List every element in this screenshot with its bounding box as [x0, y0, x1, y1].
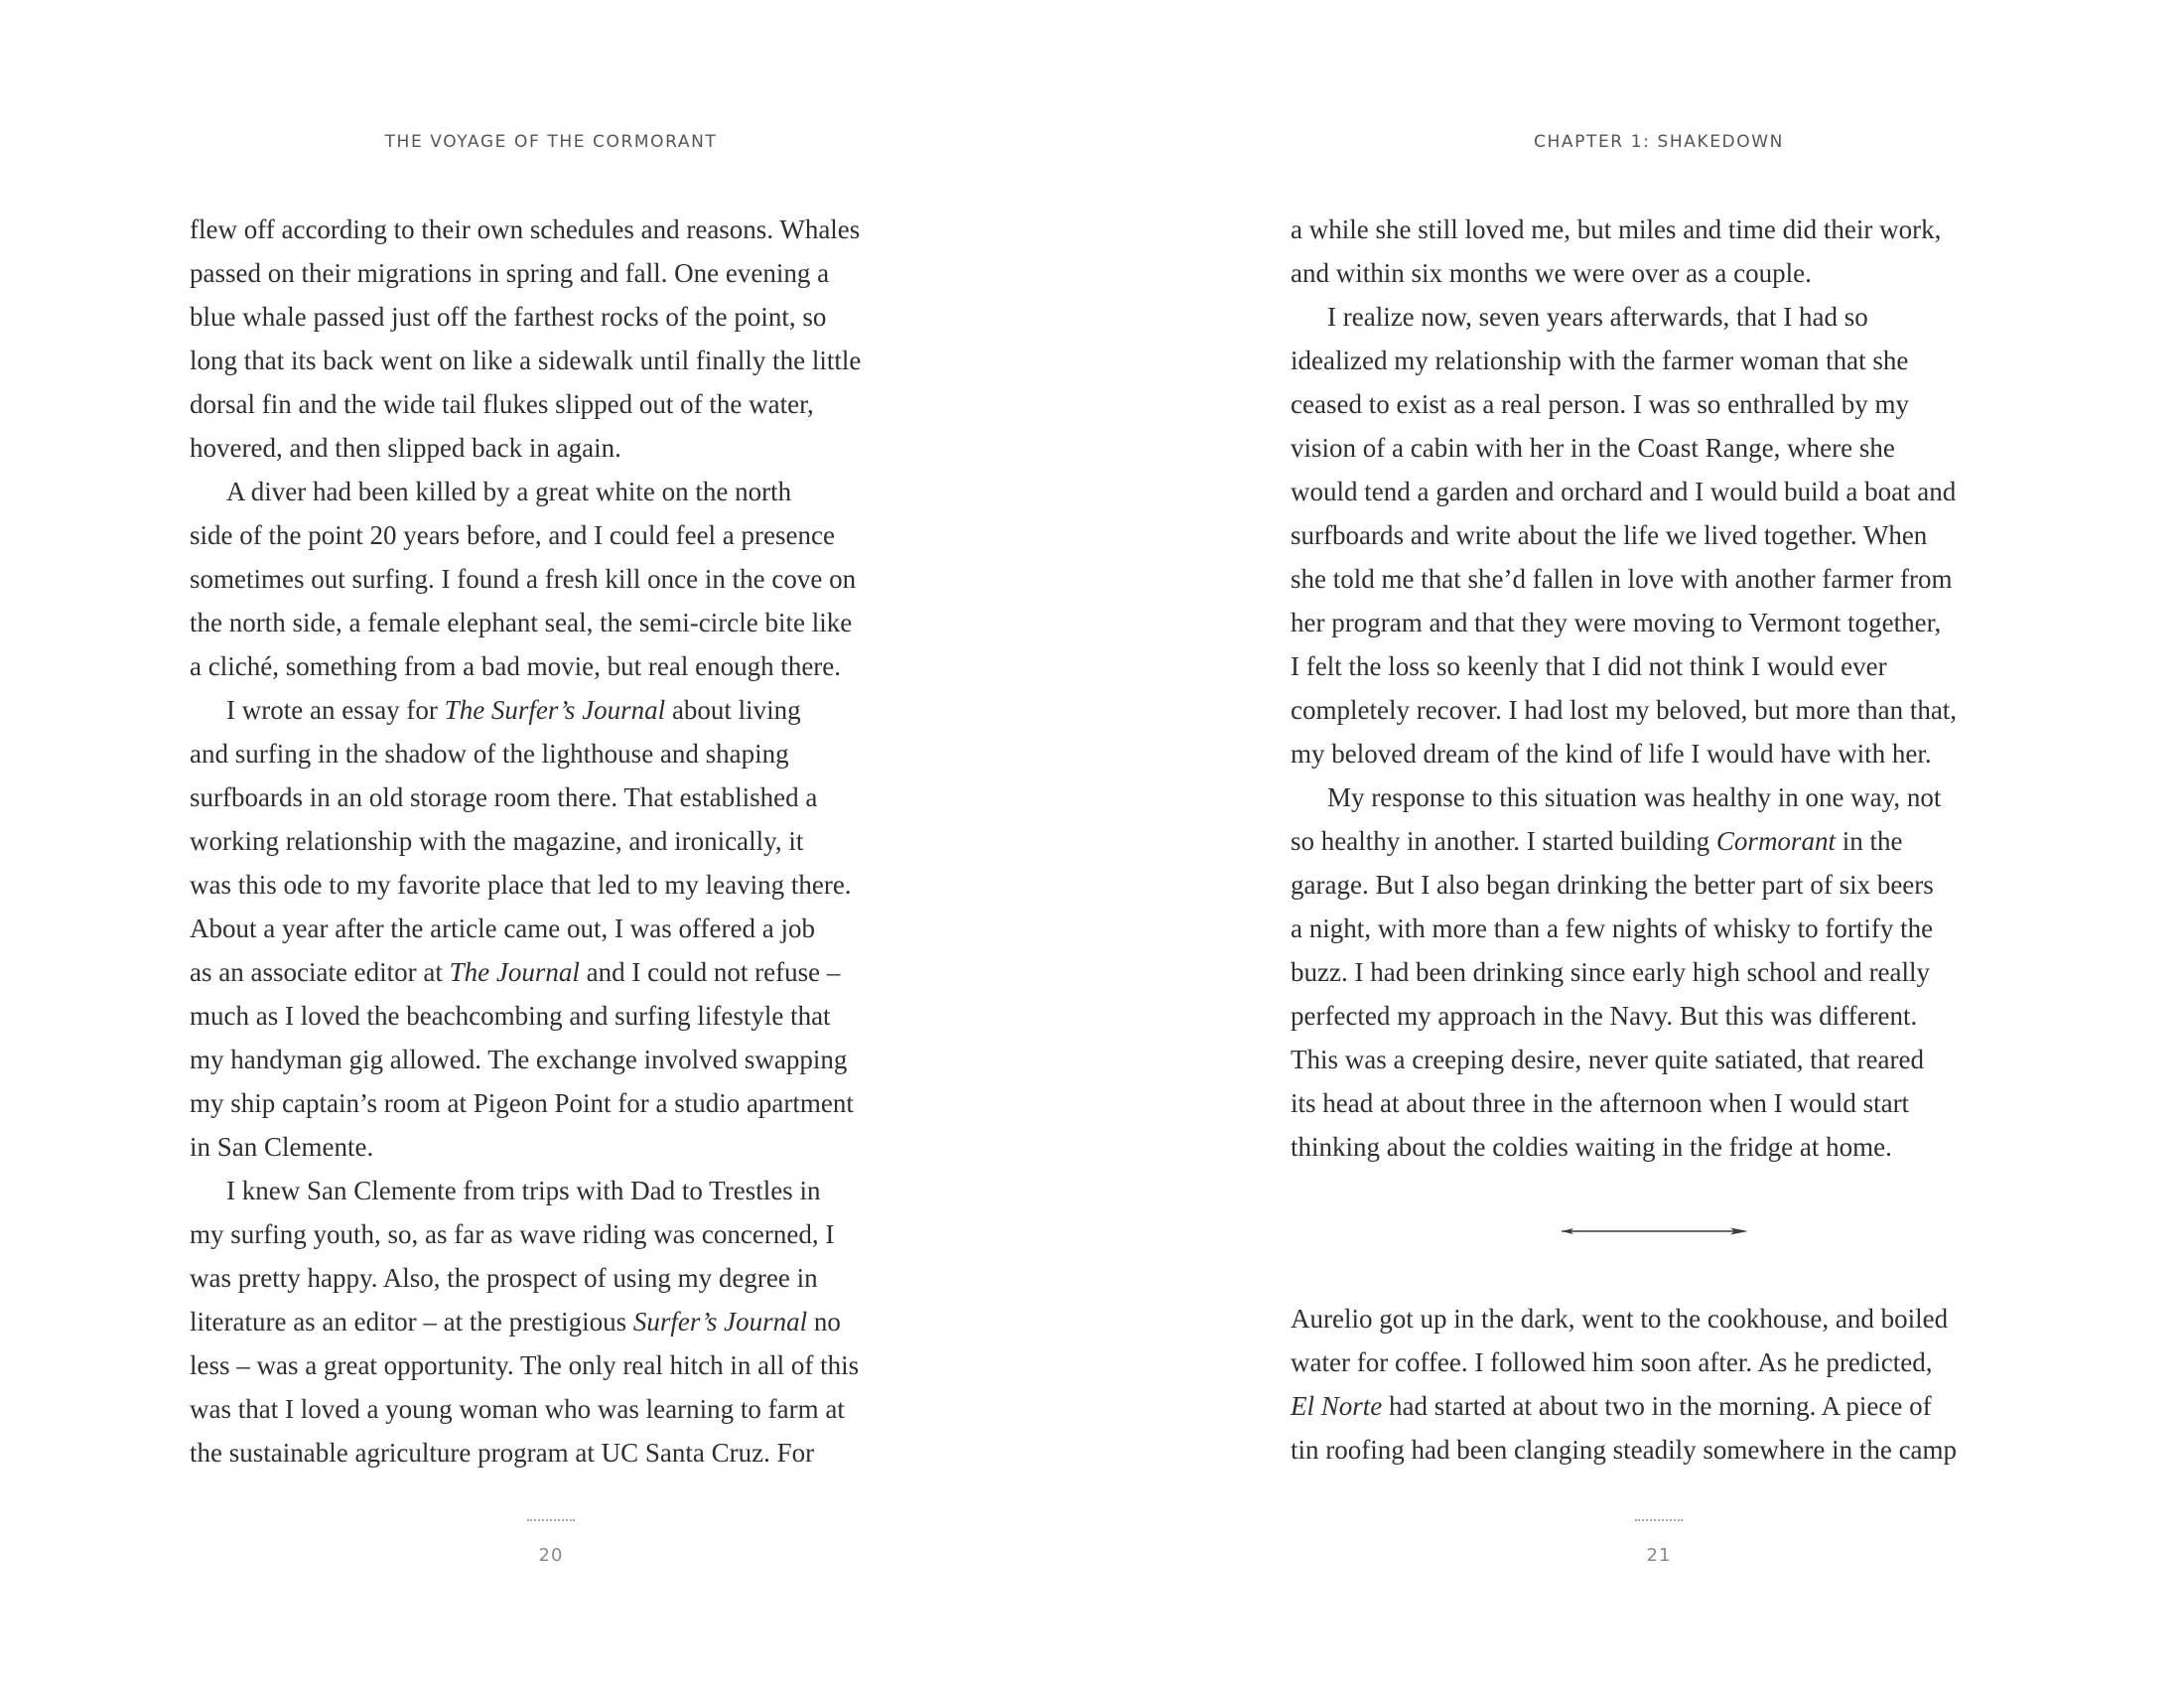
text-line: idealized my relationship with the farmer woman that she	[1291, 346, 1909, 375]
text-line: I realize now, seven years afterwards, that I had so	[1327, 302, 1868, 332]
text-line: was that I loved a young woman who was learning to farm at	[190, 1394, 845, 1424]
body-text-right-after-break	[1291, 1297, 2025, 1472]
text-line: This was a creeping desire, never quite satiated, that reared	[1291, 1045, 1924, 1074]
text-line: working relationship with the magazine, and ironically, it	[190, 826, 804, 856]
text-line: I felt the loss so keenly that I did not think I would ever	[1291, 651, 1887, 681]
text-line: in San Clemente.	[190, 1132, 374, 1162]
running-head-right: CHAPTER 1: SHAKEDOWN	[1534, 132, 1784, 152]
section-break-arrow-ornament	[1552, 1221, 1750, 1241]
text-line: perfected my approach in the Navy. But this was different.	[1291, 1001, 1918, 1031]
page-number-left: 20	[538, 1545, 564, 1566]
text-line: buzz. I had been drinking since early high school and really	[1291, 957, 1931, 987]
text-line: her program and that they were moving to Vermont together,	[1291, 608, 1942, 637]
text-line: my ship captain’s room at Pigeon Point for a studio apartment	[190, 1088, 854, 1118]
text-line: I knew San Clemente from trips with Dad to Trestles in	[226, 1176, 821, 1205]
text-line: completely recover. I had lost my beloved, but more than that,	[1291, 695, 1958, 725]
text-line: dorsal fin and the wide tail flukes slipped out of the water,	[190, 389, 814, 419]
text-line: she told me that she’d fallen in love with another farmer from	[1291, 564, 1953, 594]
text-line: was this ode to my favorite place that led to my leaving there.	[190, 870, 852, 900]
running-head-left: THE VOYAGE OF THE CORMORANT	[384, 132, 718, 152]
text-line: my handyman gig allowed. The exchange involved swapping	[190, 1045, 848, 1074]
text-line: a night, with more than a few nights of whisky to fortify the	[1291, 914, 1934, 943]
text-line	[1291, 1384, 2025, 1428]
text-line: was pretty happy. Also, the prospect of using my degree in	[190, 1263, 818, 1293]
text-line: much as I loved the beachcombing and surfing lifestyle that	[190, 1001, 831, 1031]
text-run: no	[807, 1307, 841, 1336]
text-run: in the	[1835, 826, 1903, 856]
italic-title: Surfer’s Journal	[632, 1307, 808, 1336]
text-line: My response to this situation was healthy in one way, not	[1327, 782, 1942, 812]
text-line: blue whale passed just off the farthest rocks of the point, so	[190, 302, 827, 332]
text-line: a while she still loved me, but miles and time did their work,	[1291, 214, 1942, 244]
text-line: water for coffee. I followed him soon after. As he predicted,	[1291, 1347, 1933, 1377]
text-run: I wrote an essay for	[226, 695, 445, 725]
body-text-left	[190, 208, 924, 1475]
text-line: Aurelio got up in the dark, went to the cookhouse, and boiled	[1291, 1304, 1949, 1334]
text-line: thinking about the coldies waiting in the fridge at home.	[1291, 1132, 1892, 1162]
text-line: hovered, and then slipped back in again.	[190, 433, 621, 463]
text-line: About a year after the article came out, I was offered a job	[190, 914, 815, 943]
text-line: its head at about three in the afternoon when I would start	[1291, 1088, 1910, 1118]
folio-dots-right	[1635, 1519, 1683, 1525]
text-line: flew off according to their own schedules and reasons. Whales	[190, 214, 861, 244]
text-line: a cliché, something from a bad movie, but real enough there.	[190, 651, 842, 681]
right-page	[1092, 0, 2184, 1688]
italic-wind-name: El Norte	[1291, 1391, 1383, 1421]
text-line: the north side, a female elephant seal, the semi-circle bite like	[190, 608, 853, 637]
text-line	[190, 950, 924, 994]
text-run: had started at about two in the morning. A piece of	[1382, 1391, 1932, 1421]
text-line	[190, 1300, 924, 1343]
text-line: vision of a cabin with her in the Coast Range, where she	[1291, 433, 1895, 463]
text-line	[1291, 819, 2025, 863]
text-run: and I could not refuse –	[579, 957, 841, 987]
text-line: and surfing in the shadow of the lighthouse and shaping	[190, 739, 789, 769]
text-line: garage. But I also began drinking the better part of six beers	[1291, 870, 1934, 900]
body-text-right	[1291, 208, 2025, 1169]
text-line: surfboards in an old storage room there. That established a	[190, 782, 818, 812]
text-line: ceased to exist as a real person. I was so enthralled by my	[1291, 389, 1910, 419]
text-line: sometimes out surfing. I found a fresh kill once in the cove on	[190, 564, 857, 594]
italic-boat-name: Cormorant	[1715, 826, 1836, 856]
folio-dots-left	[527, 1519, 575, 1525]
text-line: the sustainable agriculture program at UC Santa Cruz. For	[190, 1438, 815, 1468]
text-line: A diver had been killed by a great white on the north	[226, 477, 792, 506]
text-line: my surfing youth, so, as far as wave riding was concerned, I	[190, 1219, 835, 1249]
text-run: literature as an editor – at the prestigious	[190, 1307, 633, 1336]
italic-title: The Surfer’s Journal	[444, 695, 666, 725]
text-line: side of the point 20 years before, and I could feel a presence	[190, 520, 835, 550]
text-run: so healthy in another. I started building	[1291, 826, 1716, 856]
page-number-right: 21	[1646, 1545, 1672, 1566]
text-line: surfboards and write about the life we lived together. When	[1291, 520, 1928, 550]
text-line: and within six months we were over as a couple.	[1291, 258, 1812, 288]
text-line: long that its back went on like a sidewalk until finally the little	[190, 346, 862, 375]
text-line: would tend a garden and orchard and I would build a boat and	[1291, 477, 1957, 506]
text-run: about living	[665, 695, 801, 725]
italic-title: The Journal	[449, 957, 580, 987]
text-line: less – was a great opportunity. The only real hitch in all of this	[190, 1350, 860, 1380]
text-line: tin roofing had been clanging steadily somewhere in the camp	[1291, 1435, 1958, 1465]
text-line: my beloved dream of the kind of life I would have with her.	[1291, 739, 1932, 769]
text-run: as an associate editor at	[190, 957, 450, 987]
text-line	[190, 688, 924, 732]
text-line: passed on their migrations in spring and fall. One evening a	[190, 258, 830, 288]
